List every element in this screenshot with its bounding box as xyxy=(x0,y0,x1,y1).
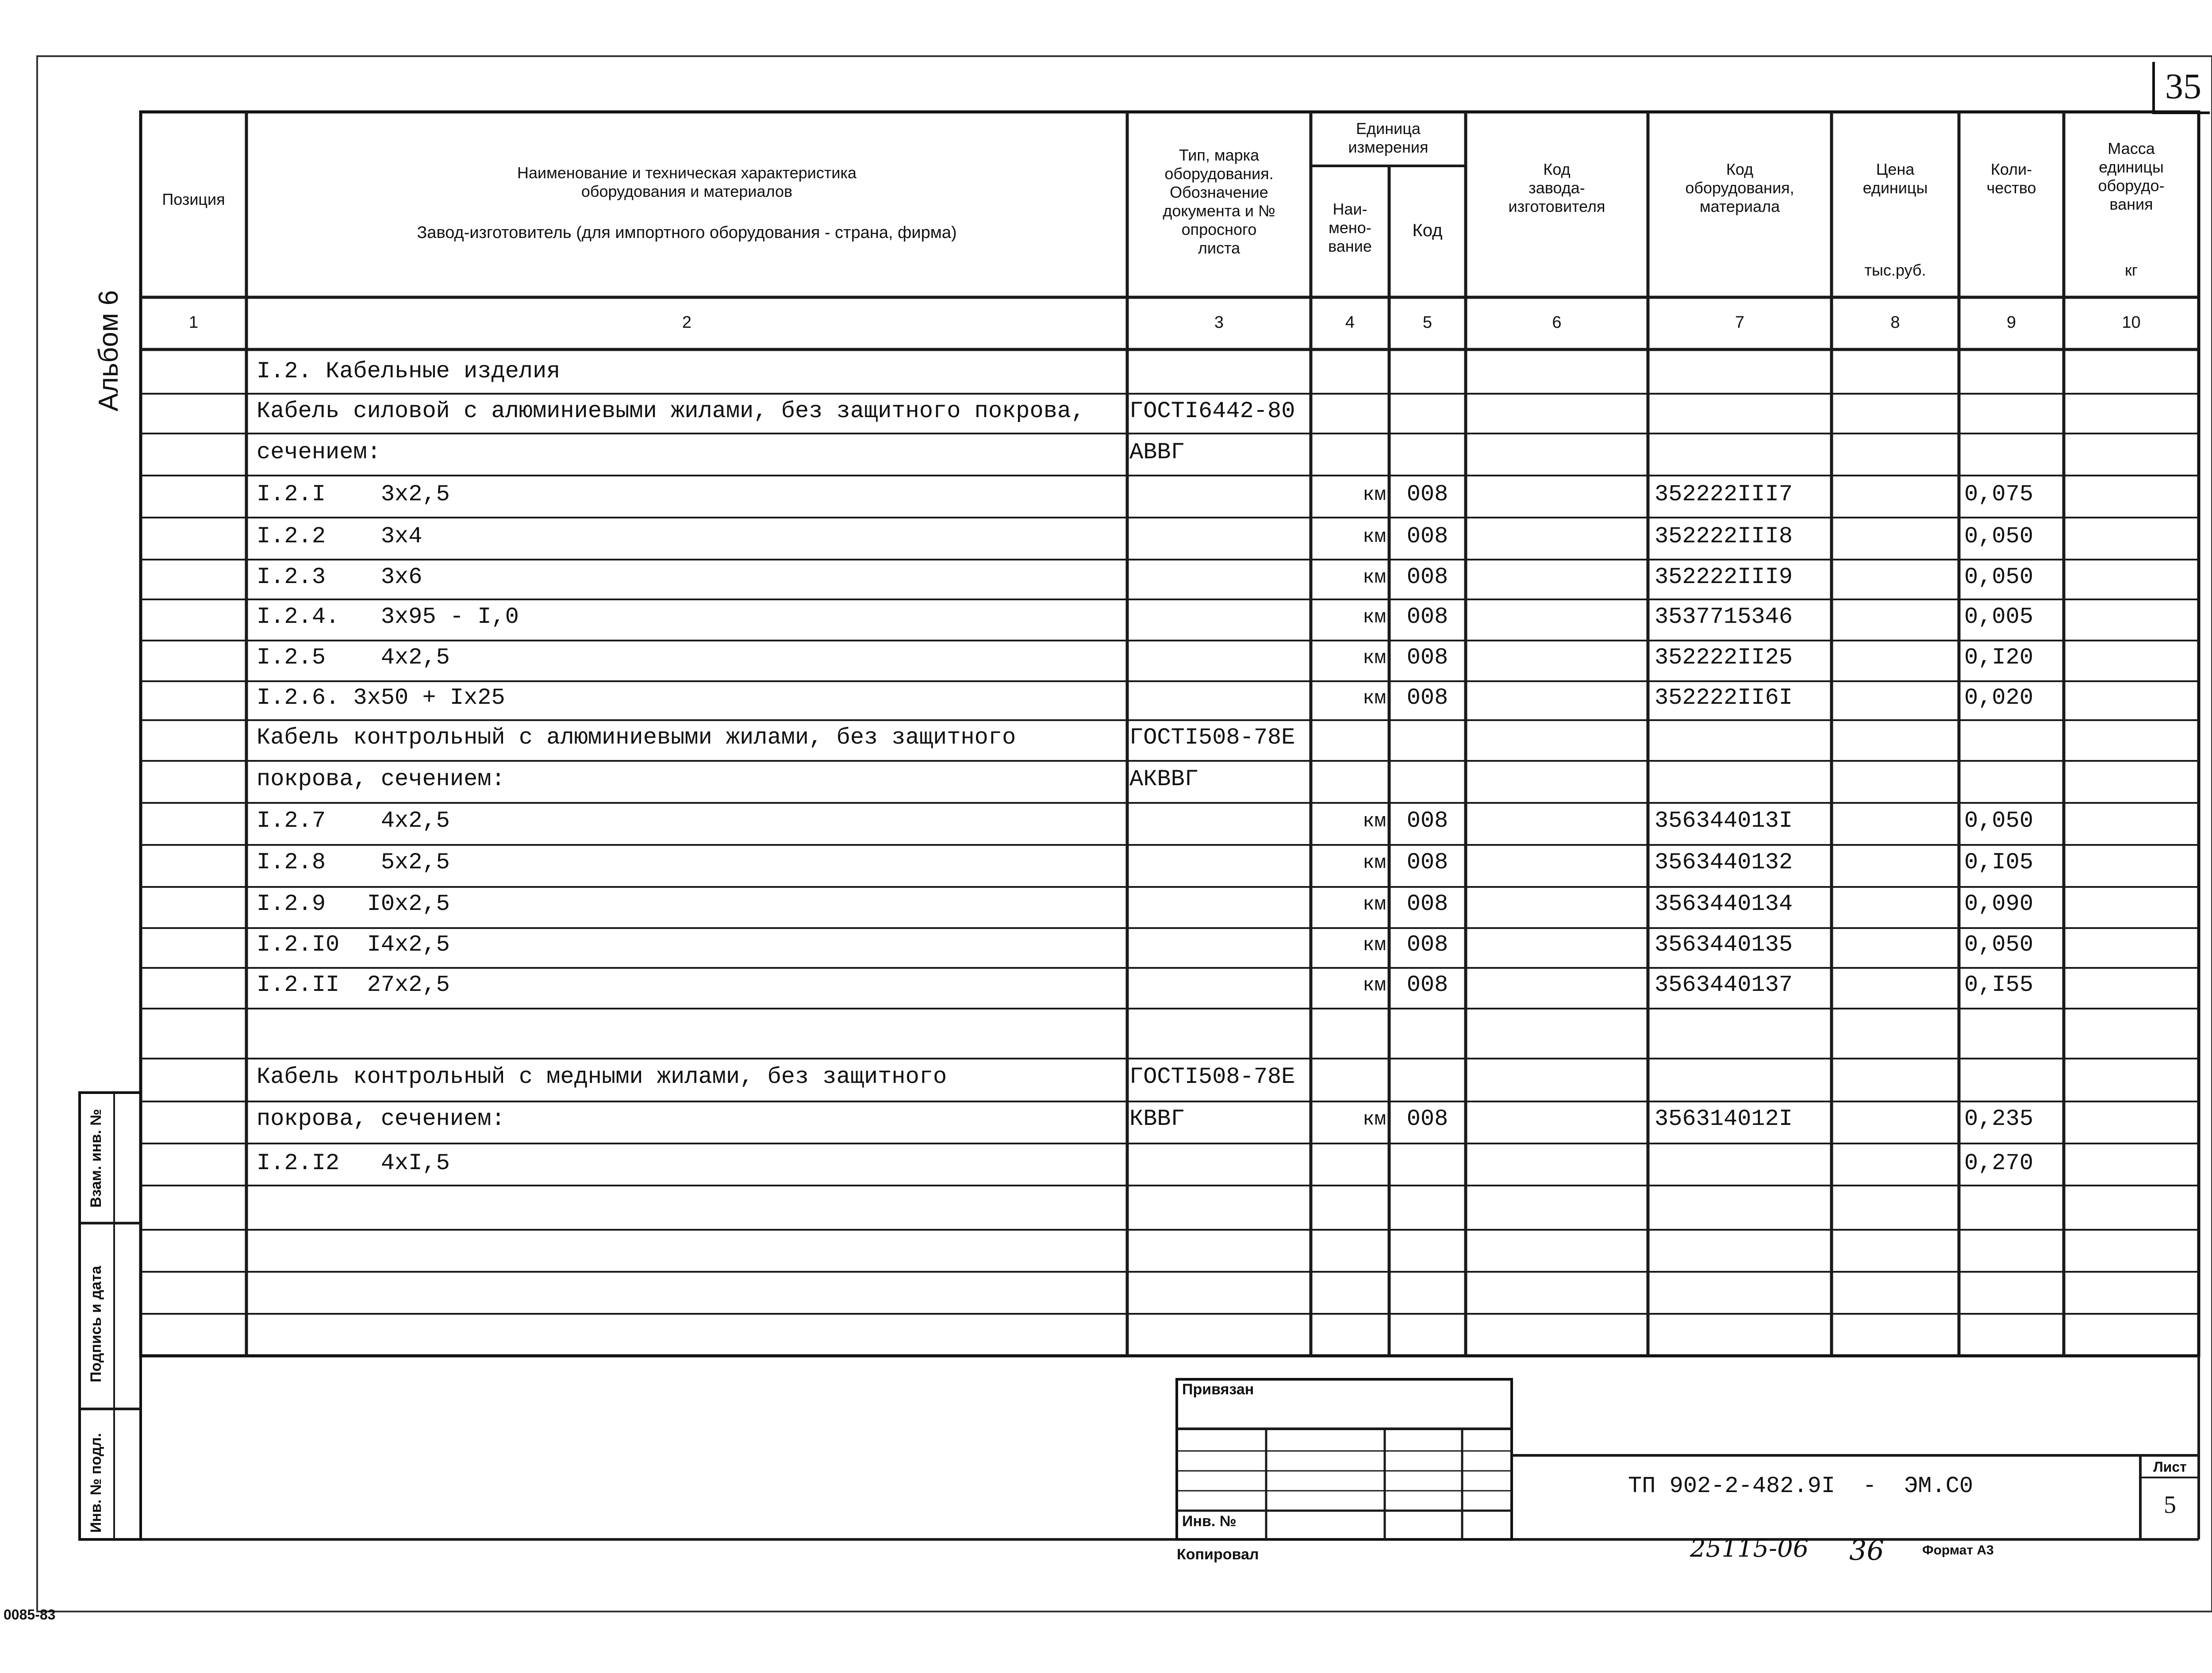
row-equipment-code: 352222III9 xyxy=(1655,564,1793,590)
row-name: I.2.I2 4хI,5 xyxy=(257,1150,450,1176)
row-code: 008 xyxy=(1406,1106,1448,1132)
row-quantity: 0,270 xyxy=(1964,1150,2034,1176)
header-factory-code: Код завода- изготовителя xyxy=(1508,160,1605,215)
row-quantity: 0,020 xyxy=(1964,685,2034,711)
row-equipment-code: 352222II6I xyxy=(1655,685,1793,711)
header-mass: Масса единицы оборудо- вания xyxy=(2098,139,2165,213)
row-equipment-code: 3563440134 xyxy=(1655,891,1793,917)
row-code: 008 xyxy=(1406,523,1448,549)
row-name: I.2.4. 3х95 - I,0 xyxy=(257,604,519,630)
row-name: I.2.2 3х4 xyxy=(257,523,422,549)
row-equipment-code: 352222II25 xyxy=(1655,645,1793,671)
header-position: Позиция xyxy=(162,190,225,208)
col-number-3: 3 xyxy=(1214,313,1224,332)
row-unit: км xyxy=(1363,647,1386,669)
header-unit-code: Код xyxy=(1412,221,1443,240)
col-number-1: 1 xyxy=(188,313,199,332)
row-name: I.2.I 3х2,5 xyxy=(257,481,450,507)
title-doc-code: ТП 902-2-482.9I - ЭМ.С0 xyxy=(1628,1473,1974,1499)
col-number-2: 2 xyxy=(682,313,692,332)
row-unit: км xyxy=(1363,894,1386,916)
row-code: 008 xyxy=(1406,481,1448,507)
col-number-6: 6 xyxy=(1552,313,1562,332)
col-number-8: 8 xyxy=(1890,313,1900,332)
row-equipment-code: 352222III8 xyxy=(1655,523,1793,549)
row-type: КВВГ xyxy=(1129,1106,1185,1132)
corner-code: 0085-83 xyxy=(4,1607,56,1623)
row-name: Кабель контрольный с алюминиевыми жилами, без защитного xyxy=(257,725,1016,751)
row-name: Кабель контрольный с медными жилами, без защитного xyxy=(257,1064,947,1090)
row-name: покрова, сечением: xyxy=(257,766,505,792)
header-name-line2: оборудования и материалов xyxy=(581,182,793,200)
row-code: 008 xyxy=(1406,972,1448,998)
header-unit-name: Наи- мено- вание xyxy=(1328,200,1372,255)
row-code: 008 xyxy=(1406,604,1448,630)
title-handwritten: 25115-06 xyxy=(1690,1534,1809,1563)
row-unit: км xyxy=(1363,1109,1386,1131)
title-handwritten2: 36 xyxy=(1849,1534,1884,1566)
row-unit xyxy=(1311,1191,1386,1193)
row-code: 008 xyxy=(1406,849,1448,875)
title-format: Формат А3 xyxy=(1922,1543,1994,1558)
row-code: 008 xyxy=(1406,932,1448,958)
stamp-inv-label: Инв. № подл. xyxy=(88,1433,104,1533)
header-price: Цена единицы xyxy=(1863,160,1928,197)
row-unit xyxy=(1311,1064,1386,1067)
row-quantity: 0,050 xyxy=(1964,523,2034,549)
row-quantity: 0,005 xyxy=(1964,604,2034,630)
row-unit xyxy=(1311,1150,1386,1153)
row-quantity: 0,I05 xyxy=(1964,849,2034,875)
row-equipment-code: 3563440132 xyxy=(1655,849,1793,875)
sheet-corner-number: 35 xyxy=(2165,66,2201,106)
row-unit xyxy=(1311,398,1386,401)
row-type: ГОСТI6442-80 xyxy=(1129,398,1295,424)
title-inv-no: Инв. № xyxy=(1182,1513,1237,1530)
row-equipment-code: 356314012I xyxy=(1655,1106,1793,1132)
col-number-10: 10 xyxy=(2122,313,2141,332)
row-equipment-code: 352222III7 xyxy=(1655,481,1793,507)
row-quantity: 0,235 xyxy=(1964,1106,2034,1132)
row-equipment-code: 3563440135 xyxy=(1655,932,1793,958)
row-quantity: 0,I55 xyxy=(1964,972,2034,998)
stamp-podpis-label: Подпись и дата xyxy=(88,1266,104,1382)
row-unit: км xyxy=(1363,934,1386,956)
row-name: I.2.5 4х2,5 xyxy=(257,645,450,671)
row-name: I.2.II 27х2,5 xyxy=(257,972,450,998)
header-unit: Единица измерения xyxy=(1348,119,1429,156)
row-type: АКВВГ xyxy=(1129,766,1199,792)
title-privyazan: Привязан xyxy=(1182,1381,1254,1398)
row-unit xyxy=(1311,358,1386,361)
row-quantity: 0,075 xyxy=(1964,481,2034,507)
title-list-number: 5 xyxy=(2164,1491,2176,1519)
row-unit: км xyxy=(1363,567,1386,589)
row-quantity: 0,090 xyxy=(1964,891,2034,917)
row-equipment-code: 356344013I xyxy=(1655,808,1793,834)
row-name: I.2. Кабельные изделия xyxy=(257,358,561,384)
row-quantity: 0,050 xyxy=(1964,564,2034,590)
row-unit xyxy=(1311,1276,1386,1279)
row-name: I.2.9 I0х2,5 xyxy=(257,891,450,917)
row-unit: км xyxy=(1363,852,1386,874)
row-equipment-code: 3563440137 xyxy=(1655,972,1793,998)
row-unit: км xyxy=(1363,975,1386,997)
row-code: 008 xyxy=(1406,808,1448,834)
row-name: I.2.6. 3х50 + Iх25 xyxy=(257,685,505,711)
row-unit: км xyxy=(1363,687,1386,710)
row-unit: км xyxy=(1363,810,1386,833)
header-name-line1: Наименование и техническая характеристика xyxy=(517,164,857,182)
col-number-5: 5 xyxy=(1422,313,1432,332)
row-unit xyxy=(1311,725,1386,727)
header-type: Тип, марка оборудования. Обозначение документа и № опросного листа xyxy=(1163,146,1275,257)
title-list-label: Лист xyxy=(2153,1459,2187,1475)
header-name-line3: Завод-изготовитель (для импортного оборудования - страна, фирма) xyxy=(417,223,957,242)
row-equipment-code: 3537715346 xyxy=(1655,604,1793,630)
header-mass-unit: кг xyxy=(2125,261,2138,279)
col-number-9: 9 xyxy=(2006,313,2016,332)
header-quantity: Коли- чество xyxy=(1986,160,2036,197)
row-type: АВВГ xyxy=(1129,439,1185,465)
row-unit xyxy=(1311,1020,1386,1022)
row-unit: км xyxy=(1363,484,1386,506)
row-code: 008 xyxy=(1406,891,1448,917)
row-name: I.2.7 4х2,5 xyxy=(257,808,450,834)
row-name: покрова, сечением: xyxy=(257,1106,505,1132)
album-label: Альбом 6 xyxy=(93,290,124,411)
stamp-vzam-label: Взам. инв. № xyxy=(88,1109,104,1208)
row-name: Кабель силовой с алюминиевыми жилами, без защитного покрова, xyxy=(257,398,1085,424)
row-quantity: 0,050 xyxy=(1964,808,2034,834)
row-unit: км xyxy=(1363,606,1386,629)
title-kopiroval: Копировал xyxy=(1177,1546,1259,1563)
row-quantity: 0,050 xyxy=(1964,932,2034,958)
row-unit xyxy=(1311,1234,1386,1237)
row-name: I.2.8 5х2,5 xyxy=(257,849,450,875)
row-quantity: 0,I20 xyxy=(1964,645,2034,671)
row-name: I.2.3 3х6 xyxy=(257,564,422,590)
header-equipment-code: Код оборудования, материала xyxy=(1685,160,1794,215)
row-unit xyxy=(1311,766,1386,769)
row-unit: км xyxy=(1363,526,1386,548)
row-code: 008 xyxy=(1406,645,1448,671)
col-number-4: 4 xyxy=(1345,313,1355,332)
row-unit xyxy=(1311,1318,1386,1321)
row-name: I.2.I0 I4х2,5 xyxy=(257,932,450,958)
row-code: 008 xyxy=(1406,564,1448,590)
col-number-7: 7 xyxy=(1735,313,1745,332)
row-unit xyxy=(1311,439,1386,442)
row-code: 008 xyxy=(1406,685,1448,711)
row-name: сечением: xyxy=(257,439,381,465)
row-type: ГОСТI508-78Е xyxy=(1129,1064,1295,1090)
header-price-unit: тыс.руб. xyxy=(1864,261,1926,279)
row-type: ГОСТI508-78Е xyxy=(1129,725,1295,751)
